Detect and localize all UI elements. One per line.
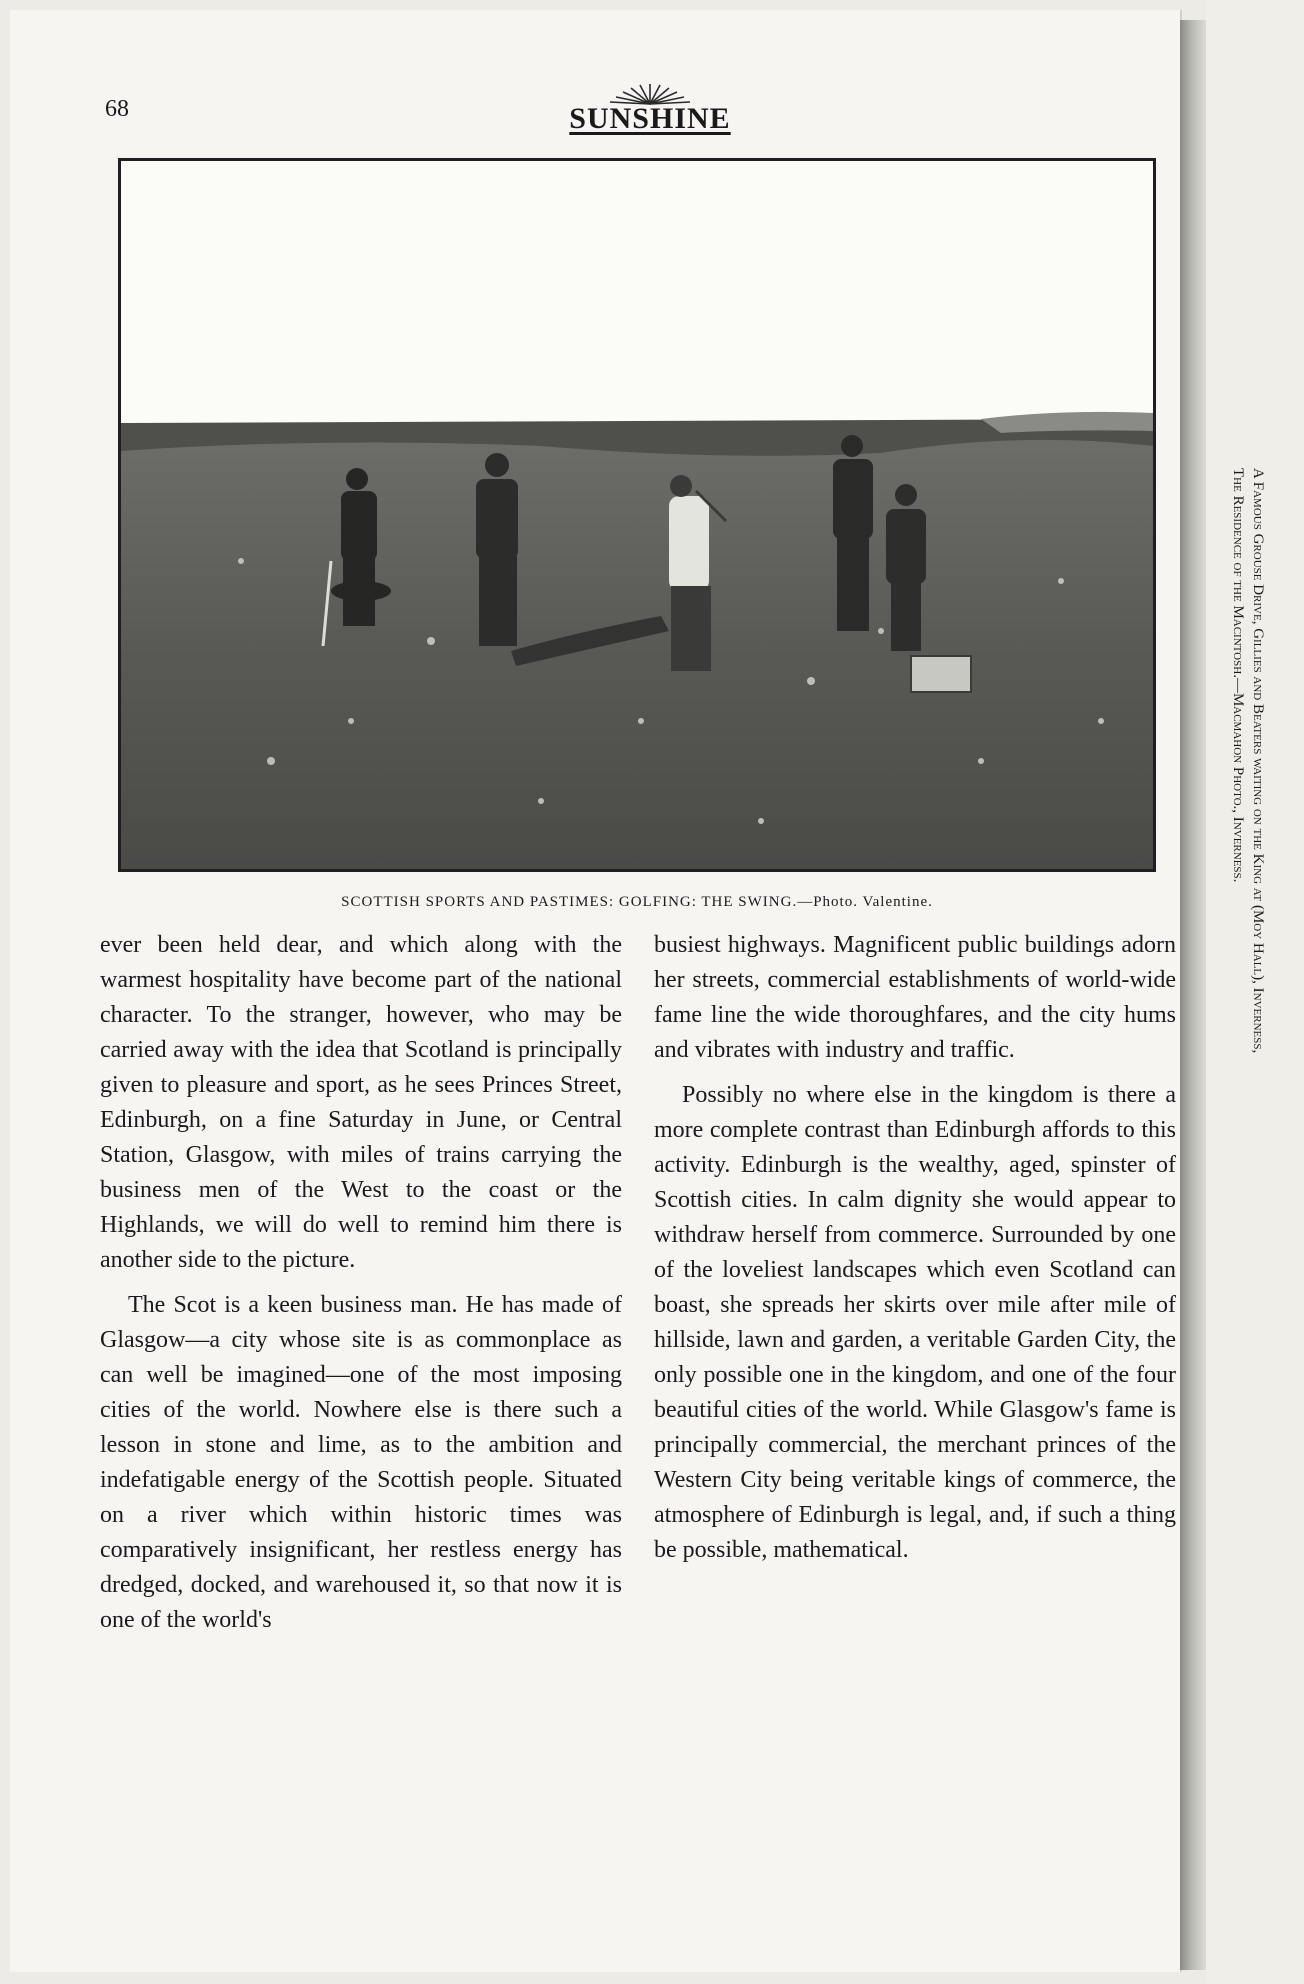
adjacent-caption-line-1: A Famous Grouse Drive, Gillies and Beaters waiting on the King at (Moy Hall), Inverness, — [1250, 468, 1266, 1054]
golf-photograph — [118, 158, 1156, 872]
left-paragraph-2: The Scot is a keen business man. He has made of Glasgow—a city whose site is as commonplace as can well be imagined—one of the most imposing cities of the world. Nowhere else is there such a lesson in stone and lime, as to the ambition and indefatigable energy of the Scottish people. Situated on a river which within historic times was comparatively insignificant, her restless energy has dredged, docked, and warehoused it, so that now it is one of the world's — [100, 1292, 622, 1633]
page-number: 68 — [105, 96, 129, 122]
adjacent-caption-line-2: The Residence of the Macintosh.—Macmahon Photo., Inverness. — [1230, 468, 1246, 883]
adjacent-page-caption — [1228, 468, 1268, 1368]
right-paragraph-2: Possibly no where else in the kingdom is there a more complete contrast than Edinburgh affords to this activity. Edinburgh is the wealthy, aged, spinster of Scottish cities. In calm dignity she would appear to withdraw herself from commerce. Surrounded by one of the loveliest landscapes which even Scotland can boast, she spreads her skirts over mile after mile of hillside, lawn and garden, a veritable Garden City, the only possible one in the kingdom, and one of the four beautiful cities of the world. While Glasgow's fame is principally commercial, the merchant princes of the Western City being veritable kings of commerce, the atmosphere of Edinburgh is legal, and, if such a thing be possible, mathematical. — [654, 1082, 1176, 1563]
golfers-photo-illustration — [121, 161, 1153, 869]
page-fold — [1180, 20, 1206, 1970]
photo-caption: SCOTTISH SPORTS AND PASTIMES: GOLFING: THE SWING.—Photo. Valentine. — [341, 894, 933, 910]
left-paragraph-1: ever been held dear, and which along with the warmest hospitality have become part of the national character. To the stranger, however, who may be carried away with the idea that Scotland is principally given to pleasure and sport, as he sees Princes Street, Edinburgh, on a fine Saturday in June, or Central Station, Glasgow, with miles of trains carrying the business men of the West to the coast or the Highlands, we will do well to remind him there is another side to the picture. — [100, 932, 622, 1273]
masthead-title: SUNSHINE — [569, 102, 731, 135]
right-paragraph-1: busiest highways. Magnificent public buildings adorn her streets, commercial establishments of world-wide fame line the wide thoroughfares, and the city hums and vibrates with industry and traffic. — [654, 932, 1176, 1063]
masthead — [540, 80, 760, 138]
left-column — [100, 928, 622, 1648]
right-column — [654, 928, 1176, 1578]
